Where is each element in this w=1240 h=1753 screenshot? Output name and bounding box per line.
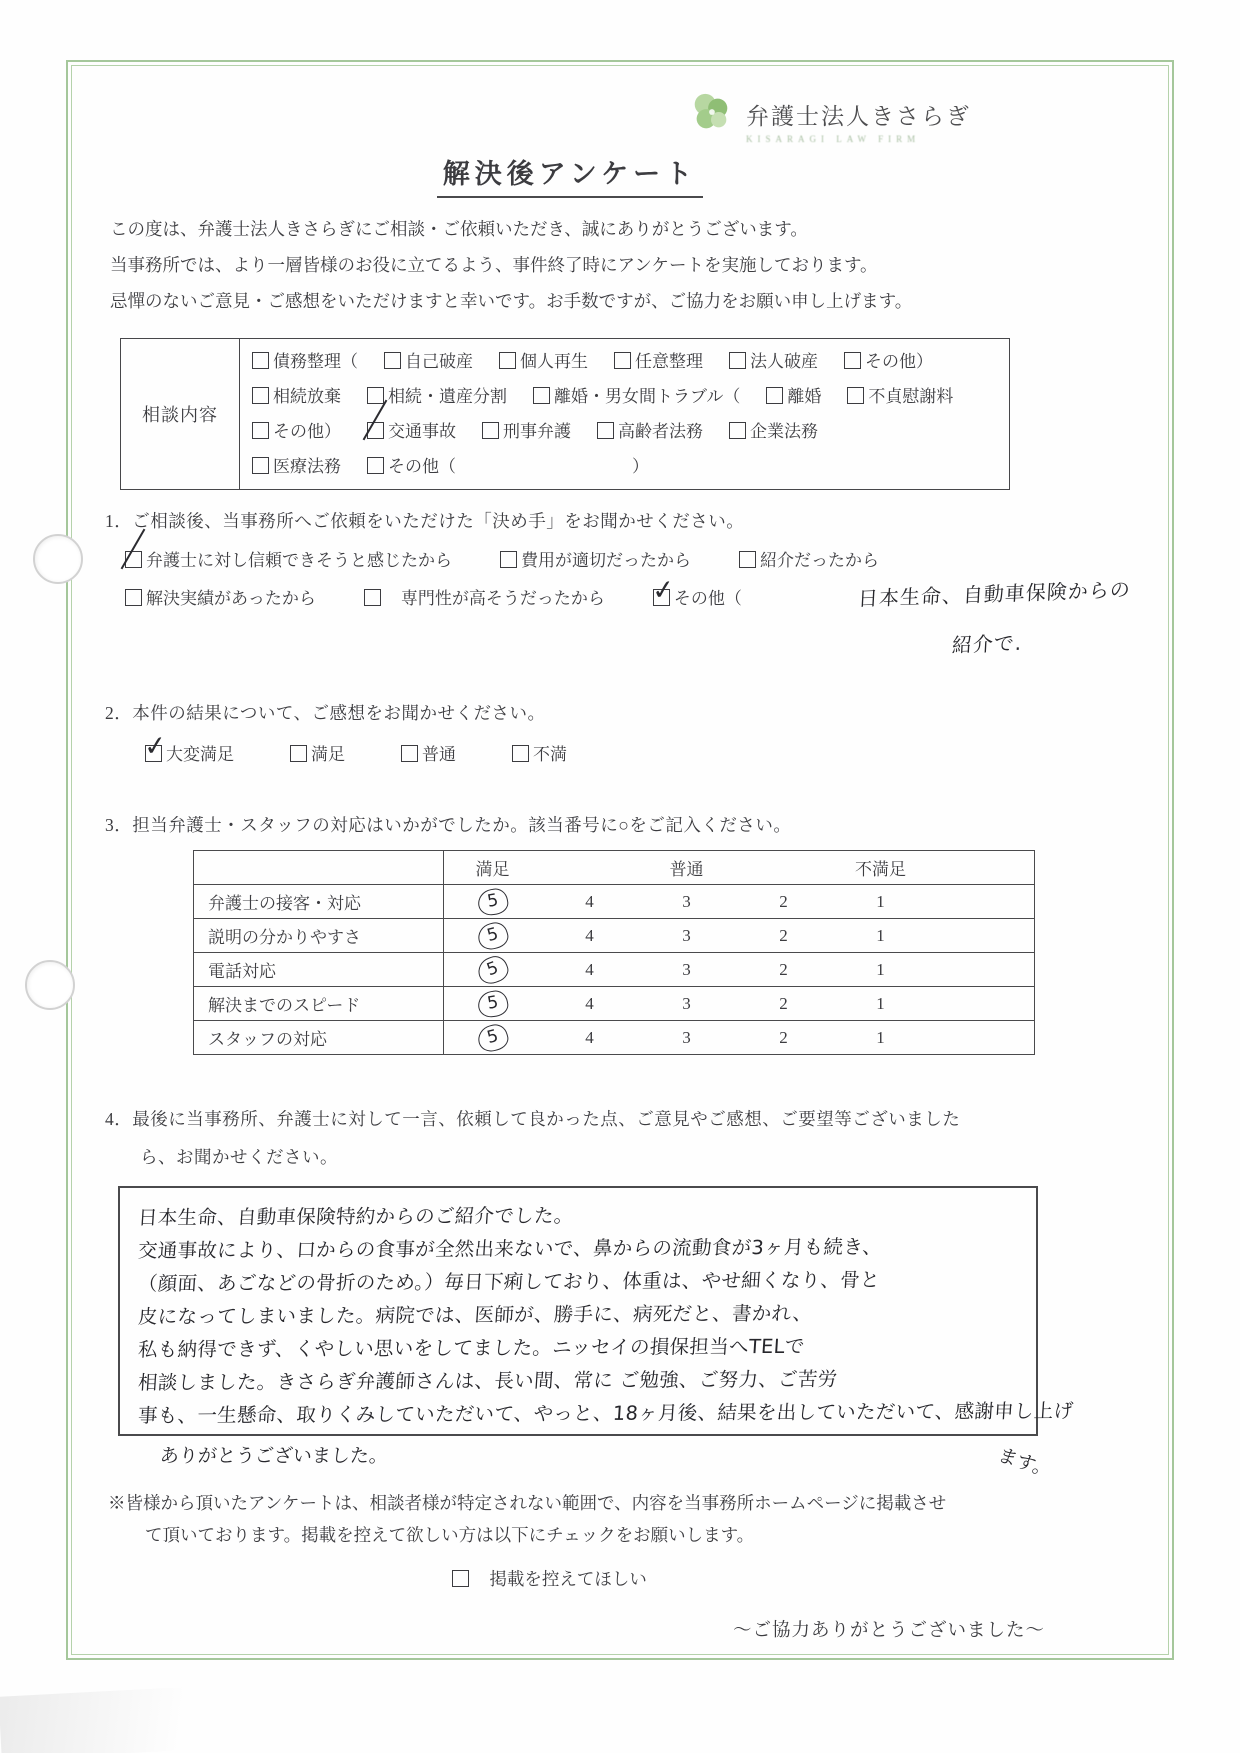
intro-paragraph (110, 212, 1120, 320)
checkbox-option[interactable] (614, 352, 703, 371)
checkbox-option[interactable] (125, 551, 452, 570)
firm-subtext: KISARAGI LAW FIRM (746, 134, 921, 144)
rating-value[interactable]: 1 (832, 885, 929, 919)
checkbox-option[interactable] (847, 387, 953, 406)
checkbox[interactable] (252, 352, 269, 369)
option-label: 自己破産 (405, 352, 473, 371)
rating-value[interactable]: 3 (638, 885, 735, 919)
checkbox[interactable] (125, 551, 142, 568)
intro-line: 忌憚のないご意見・ご感想をいただけますと幸いです。お手数ですが、ご協力をお願い申し上げます。 (110, 290, 913, 311)
checkbox-option[interactable] (367, 387, 507, 406)
checkbox[interactable] (364, 589, 381, 606)
question1-title: 1．ご相談後、当事務所へご依頼をいただけた「決め手」をお聞かせください。 (105, 511, 745, 531)
checkbox-option[interactable] (125, 589, 316, 608)
rating-value[interactable]: 4 (541, 919, 638, 953)
checkbox[interactable] (499, 352, 516, 369)
publication-note-line: ※皆様から頂いたアンケートは、相談者様が特定されない範囲で、内容を当事務所ホームページに掲載させ (108, 1493, 947, 1513)
rating-header-row (194, 851, 1035, 885)
option-label: 個人再生 (520, 352, 588, 371)
rating-column-header (541, 851, 638, 885)
handwritten-comment-overflow: ありがとうございました。 (159, 1445, 389, 1467)
checkbox[interactable] (614, 352, 631, 369)
question2-options-row (142, 729, 623, 765)
rating-value[interactable]: 2 (735, 953, 832, 987)
option-label: 大変満足 (166, 745, 234, 764)
checkbox[interactable] (401, 745, 418, 762)
circled-rating: 5 (475, 1021, 511, 1054)
rating-value[interactable]: 4 (541, 953, 638, 987)
rating-row-filler (929, 919, 1035, 953)
checkbox-option[interactable] (766, 387, 821, 406)
option-label: 不貞慰謝料 (868, 387, 954, 406)
checkbox[interactable] (482, 422, 499, 439)
rating-row (194, 953, 1035, 987)
checkbox-option[interactable] (252, 387, 341, 406)
intro-line: この度は、弁護士法人きさらぎにご相談・ご依頼いただき、誠にありがとうございます。 (110, 219, 808, 239)
rating-row-label: 電話対応 (194, 953, 444, 987)
rating-value[interactable]: 2 (735, 919, 832, 953)
option-label: 法人破産 (750, 352, 818, 371)
checkbox[interactable] (367, 457, 384, 474)
rating-column-header (735, 851, 832, 885)
rating-row (194, 919, 1035, 953)
checkbox[interactable] (252, 422, 269, 439)
rating-column-header: 普通 (638, 851, 735, 885)
rating-value[interactable] (444, 953, 542, 987)
rating-value[interactable]: 4 (541, 987, 638, 1021)
scan-artifact (0, 1683, 261, 1753)
decline-checkbox[interactable] (452, 1570, 469, 1587)
publication-note-line: て頂いております。掲載を控えて欲しい方は以下にチェックをお願いします。 (145, 1524, 755, 1545)
checkbox-option[interactable] (844, 352, 933, 371)
checkbox-option[interactable] (499, 352, 588, 371)
firm-name: 弁護士法人きさらぎ (746, 104, 971, 129)
checkbox-option[interactable] (384, 352, 473, 371)
checkbox[interactable] (142, 729, 169, 764)
rating-value[interactable]: 4 (541, 885, 638, 919)
closing-thanks: ～ご協力ありがとうございました～ (732, 1621, 1045, 1641)
checkbox[interactable] (512, 745, 529, 762)
checkbox[interactable] (766, 387, 783, 404)
checkbox-option[interactable] (729, 352, 818, 371)
rating-value[interactable]: 1 (876, 1027, 885, 1047)
rating-row-filler (929, 885, 1035, 919)
rating-row-filler (929, 987, 1035, 1021)
checkbox-option[interactable] (367, 457, 456, 476)
publication-note (108, 1488, 1118, 1551)
option-label: その他（ (673, 589, 742, 608)
consultation-table (120, 338, 1010, 490)
option-label: 相続・遺産分割 (388, 387, 507, 406)
punch-hole-icon (33, 534, 83, 584)
rating-column-header: 満足 (444, 851, 542, 885)
rating-header-empty (194, 851, 444, 885)
question4-title-line2: ら、お聞かせください。 (140, 1147, 338, 1167)
question1-options-row (125, 546, 927, 571)
checkbox[interactable] (367, 387, 384, 404)
option-label: 費用が適切だったから (521, 551, 691, 570)
checkbox-option[interactable] (597, 422, 703, 441)
rating-row-filler (929, 953, 1035, 987)
question3-title: 3．担当弁護士・スタッフの対応はいかがでしたか。該当番号に○をご記入ください。 (105, 815, 792, 835)
checkbox[interactable] (847, 387, 864, 404)
checkbox-option[interactable] (533, 387, 740, 406)
option-label: 満足 (311, 745, 345, 764)
rating-value[interactable] (444, 919, 542, 953)
option-label: 交通事故 (388, 422, 456, 441)
clover-logo-icon (688, 90, 734, 136)
rating-row-label: スタッフの対応 (194, 1021, 444, 1055)
option-label: その他） (865, 352, 933, 371)
rating-value[interactable] (444, 885, 542, 919)
checkbox[interactable] (729, 352, 746, 369)
rating-value[interactable]: 2 (779, 1027, 788, 1047)
handwritten-comment-line: 私も納得できず、くやしい思いをしてました。ニッセイの損保担当へTELで (137, 1334, 806, 1362)
handwritten-comment-line: （顔面、あごなどの骨折のため。）毎日下痢しており、体重は、やせ細くなり、骨と (137, 1268, 881, 1296)
checkbox[interactable] (650, 573, 677, 608)
rating-header-filler (929, 851, 1035, 885)
question4-title-line1: 4．最後に当事務所、弁護士に対して一言、依頼して良かった点、ご意見やご感想、ご要望等ございました (105, 1109, 961, 1129)
option-label: 企業法務 (750, 422, 818, 441)
rating-value[interactable]: 2 (735, 885, 832, 919)
checkbox[interactable] (252, 387, 269, 404)
checkbox[interactable] (739, 551, 756, 568)
handwritten-comment-line: 皮になってしまいました。病院では、医師が、勝手に、病死だと、書かれ、 (137, 1301, 814, 1329)
rating-row-label: 弁護士の接客・対応 (194, 885, 444, 919)
option-label: 普通 (422, 745, 456, 764)
checkbox[interactable] (367, 422, 384, 439)
rating-value[interactable] (444, 1021, 542, 1055)
handwritten-comment-overflow: ます。 (994, 1444, 1056, 1482)
checkbox-option[interactable] (512, 745, 567, 764)
checkbox-option[interactable] (739, 551, 879, 570)
consultation-option-line (252, 344, 997, 379)
checkbox-option[interactable] (252, 352, 358, 371)
checkbox[interactable] (533, 387, 550, 404)
consultation-label: 相談内容 (121, 339, 240, 489)
checkbox-option[interactable] (482, 422, 571, 441)
rating-value[interactable]: 3 (638, 919, 735, 953)
consultation-option-line (252, 449, 997, 484)
decline-publication-option[interactable] (452, 1566, 647, 1591)
handwritten-comment-line: 事も、一生懸命、取りくみしていただいて、やっと、18ヶ月後、結果を出していただいて、感謝申し上げ (137, 1399, 1075, 1428)
checkbox-option[interactable] (364, 589, 605, 608)
rating-row (194, 987, 1035, 1021)
rating-value[interactable]: 3 (638, 953, 735, 987)
handwritten-comment-line: 日本生命、自動車保険特約からのご紹介でした。 (137, 1204, 575, 1230)
checkbox-option[interactable] (401, 745, 456, 764)
rating-value[interactable]: 3 (638, 987, 735, 1021)
option-label: ） (632, 457, 649, 476)
rating-column-header: 不満足 (832, 851, 929, 885)
checkbox-option[interactable] (632, 457, 649, 476)
option-label: 医療法務 (273, 457, 341, 476)
checkbox-option[interactable] (650, 573, 742, 608)
checkbox-option[interactable] (252, 422, 341, 441)
question1-options-row (125, 573, 790, 609)
consultation-option-line (252, 379, 997, 414)
handwritten-other-reason: 日本生命、自動車保険からの (857, 577, 1132, 611)
question2-title: 2．本件の結果について、ご感想をお聞かせください。 (105, 703, 546, 723)
handwritten-comment-line: 相談しました。きさらぎ弁護師さんは、長い間、常に ご勉強、ご努力、ご苦労 (137, 1367, 839, 1395)
handwritten-check-icon: ✓ (142, 729, 169, 764)
checkbox[interactable] (597, 422, 614, 439)
handwritten-check-icon: ✓ (650, 573, 677, 608)
circled-rating: 5 (475, 886, 509, 917)
rating-value[interactable]: 1 (832, 953, 929, 987)
checkbox[interactable] (290, 745, 307, 762)
rating-row (194, 885, 1035, 919)
option-label: 離婚 (787, 387, 822, 406)
circled-rating: 5 (475, 919, 511, 952)
rating-value[interactable]: 1 (832, 919, 929, 953)
consultation-options (240, 339, 1009, 489)
checkbox[interactable] (125, 589, 142, 606)
option-label: その他（ (388, 457, 456, 476)
option-label: 離婚・男女間トラブル（ (554, 387, 741, 406)
option-label: 任意整理 (635, 352, 703, 371)
handwritten-comment-line: 交通事故により、口からの食事が全然出来ないで、鼻からの流動食が3ヶ月も続き、 (137, 1235, 883, 1263)
intro-line: 当事務所では、より一層皆様のお役に立てるよう、事件終了時にアンケートを実施しております。 (110, 254, 878, 275)
option-label: 解決実績があったから (146, 589, 316, 608)
checkbox-option[interactable] (252, 457, 341, 476)
rating-value[interactable]: 2 (735, 987, 832, 1021)
rating-row-label: 解決までのスピード (194, 987, 444, 1021)
page-title: 解決後アンケート (437, 152, 703, 198)
checkbox[interactable] (844, 352, 861, 369)
rating-value[interactable]: 1 (832, 987, 929, 1021)
rating-row-filler (929, 1021, 1035, 1055)
circled-rating: 5 (475, 988, 509, 1019)
option-label: 債務整理（ (273, 352, 358, 371)
checkbox-option[interactable] (142, 729, 234, 764)
rating-row (194, 1021, 1035, 1055)
checkbox-option[interactable] (367, 422, 456, 441)
rating-value[interactable]: 4 (585, 1027, 594, 1047)
checkbox-option[interactable] (290, 745, 345, 764)
checkbox-option[interactable] (729, 422, 818, 441)
option-label: 不満 (533, 745, 567, 764)
rating-value[interactable]: 3 (682, 1027, 691, 1047)
checkbox[interactable] (252, 457, 269, 474)
rating-row-label: 説明の分かりやすさ (194, 919, 444, 953)
rating-table (193, 850, 1035, 1055)
option-label: 弁護士に対し信頼できそうと感じたから (146, 551, 452, 570)
circled-rating: 5 (474, 952, 511, 987)
consultation-option-line (252, 414, 997, 449)
option-label: 専門性が高そうだったから (400, 589, 605, 608)
option-label: 高齢者法務 (618, 422, 703, 441)
handwritten-other-reason: 紹介で. (951, 630, 1023, 658)
decline-label: 掲載を控えてほしい (489, 1569, 647, 1589)
option-label: 紹介だったから (760, 551, 879, 570)
checkbox[interactable] (384, 352, 401, 369)
option-label: 相続放棄 (273, 387, 341, 406)
comment-textarea[interactable] (118, 1186, 1075, 1436)
checkbox-option[interactable] (500, 551, 691, 570)
option-label: その他） (273, 422, 341, 441)
checkbox[interactable] (500, 551, 517, 568)
checkbox[interactable] (729, 422, 746, 439)
firm-logo (688, 90, 971, 144)
option-label: 刑事弁護 (503, 422, 571, 441)
punch-hole-icon (25, 960, 75, 1010)
rating-value[interactable] (444, 987, 542, 1021)
